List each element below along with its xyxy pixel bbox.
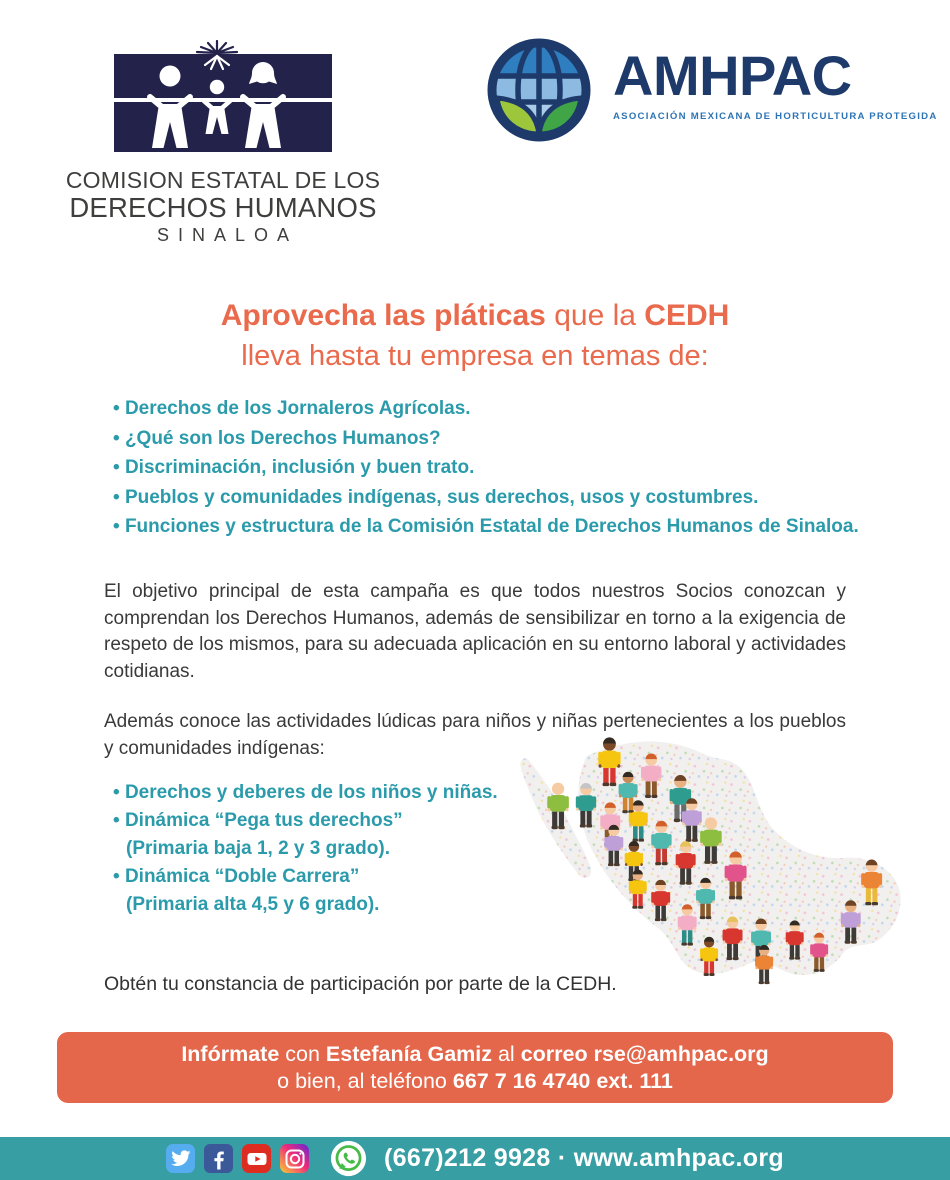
footer-contact-text: (667)212 9928 · www.amhpac.org [384,1144,784,1172]
topic-item: • Derechos de los Jornaleros Agrícolas. [113,394,859,424]
contact-banner [57,1032,893,1103]
constancia-text: Obtén tu constancia de participación por parte de la CEDH. [104,972,617,995]
topic-item: • Pueblos y comunidades indígenas, sus derechos, usos y costumbres. [113,483,859,513]
sunburst-icon [197,41,237,53]
activities-intro-paragraph: Además conoce las actividades lúdicas para niños y niñas pertenecientes a los pueblos y comunidades indígenas: [104,711,846,759]
footer-bar [0,1137,950,1180]
headline [10,299,940,373]
cedh-logo-icon [113,40,333,154]
topics-list [113,394,859,542]
mexico-map-children-illustration [490,724,918,1002]
cedh-logo [62,40,384,246]
amhpac-logo [487,38,938,142]
cedh-name-line1: COMISION ESTATAL DE LOS [65,167,381,193]
topic-item: • Funciones y estructura de la Comisión Estatal de Derechos Humanos de Sinaloa. [113,512,859,542]
amhpac-subtitle: ASOCIACIÓN MEXICANA DE HORTICULTURA PROTEGIDA [613,111,938,122]
activity-grade-note: (Primaria alta 4,5 y 6 grado). [126,894,380,915]
globe-leaves-icon [487,38,591,142]
headline-line1: Aprovecha las pláticas que la CEDH [220,299,730,332]
instagram-icon[interactable] [280,1144,309,1173]
activity-item: • Derechos y deberes de los niños y niñas. [113,779,533,807]
headline-line2: lleva hasta tu empresa en temas de: [241,340,709,372]
whatsapp-icon[interactable] [330,1140,367,1177]
youtube-icon[interactable] [242,1144,271,1173]
amhpac-wordmark: AMHPAC [613,44,852,107]
facebook-icon[interactable] [204,1144,233,1173]
twitter-icon[interactable] [166,1144,195,1173]
activity-item: • Dinámica “Pega tus derechos” (Primaria baja 1, 2 y 3 grado). [113,807,533,863]
cedh-name-line3: SINALOA [156,225,299,245]
topic-item: • ¿Qué son los Derechos Humanos? [113,424,859,454]
banner-line1: Infórmate con Estefanía Gamiz al correo rse@amhpac.org [181,1042,769,1066]
activity-item: • Dinámica “Doble Carrera” (Primaria alta 4,5 y 6 grado). [113,863,533,919]
banner-line2: o bien, al teléfono 667 7 16 4740 ext. 111 [277,1069,673,1093]
activities-list [113,779,533,919]
cedh-name-line2: DERECHOS HUMANOS [69,192,377,223]
objective-paragraph: El objetivo principal de esta campaña es que todos nuestros Socios conozcan y comprendan los Derechos Humanos, además de sensibilizar en torno a la exigencia de respeto de los mismos, para su adecuada aplicación en su entorno laboral y actividades cotidianas. [104,581,846,682]
activity-grade-note: (Primaria baja 1, 2 y 3 grado). [126,838,390,859]
topic-item: • Discriminación, inclusión y buen trato. [113,453,859,483]
